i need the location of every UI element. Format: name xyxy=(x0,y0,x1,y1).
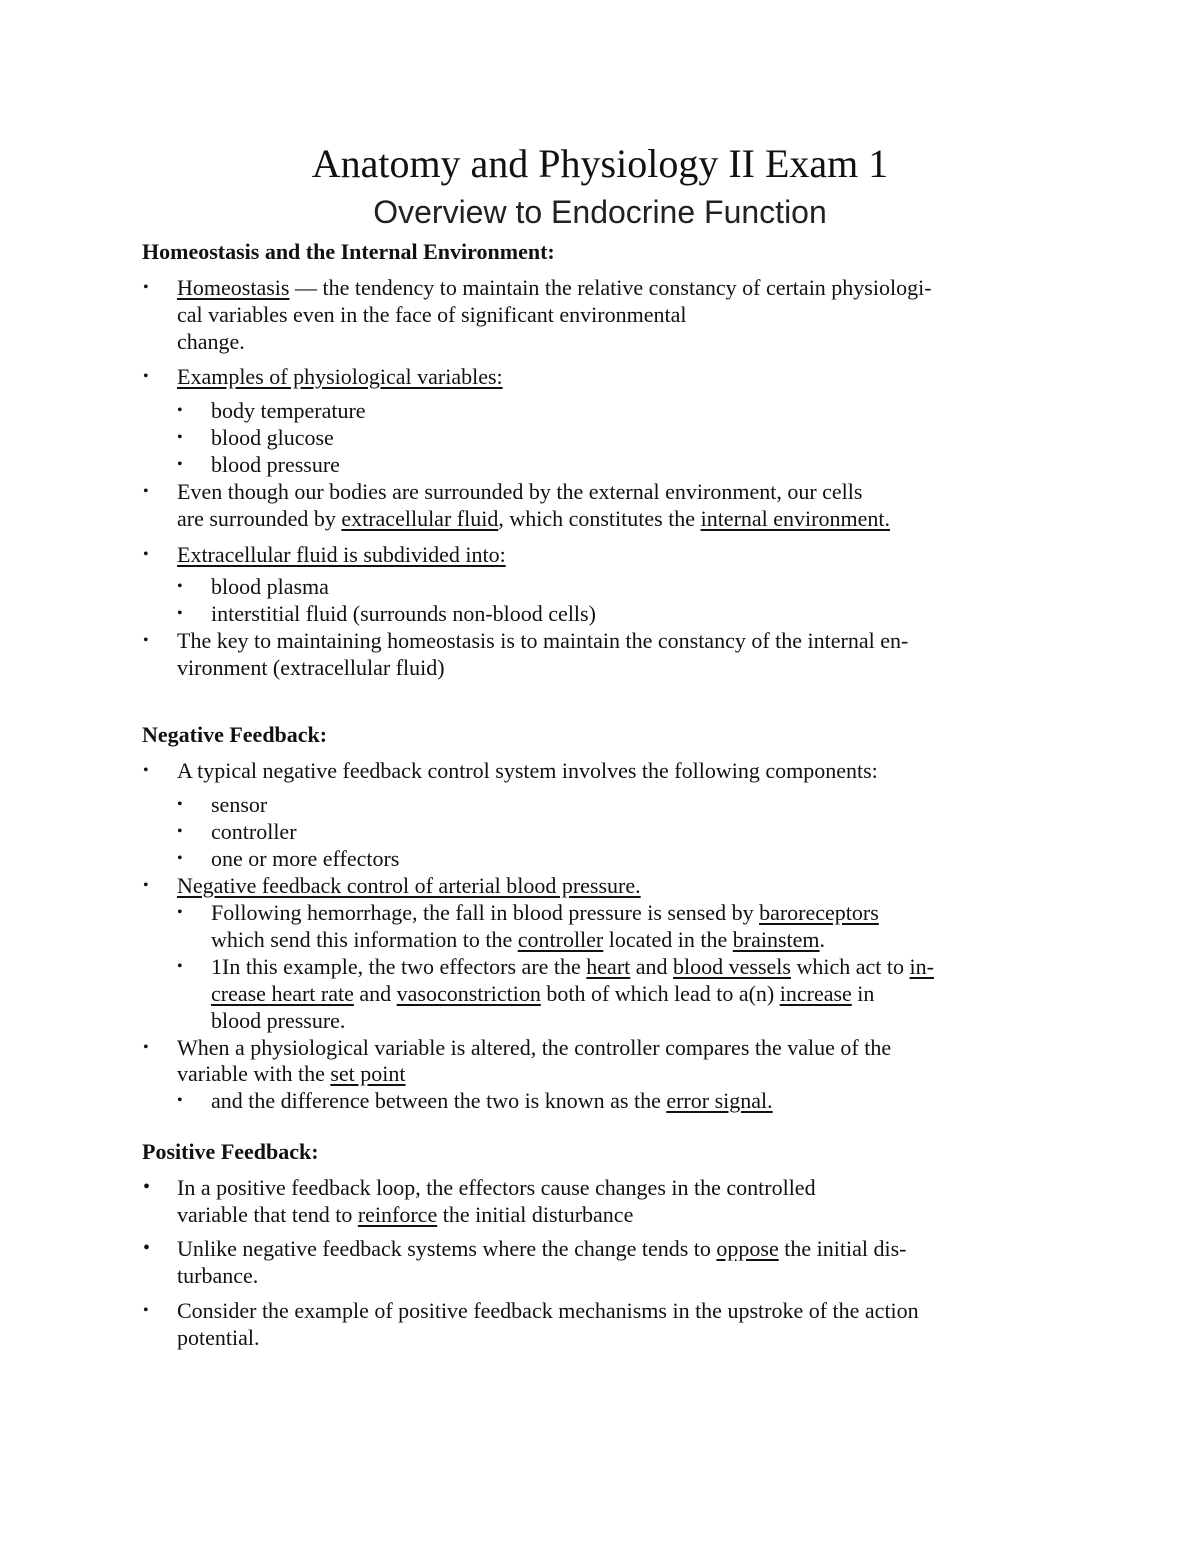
consider-line-1: Consider the example of positive feedback mechanisms in the upstroke of the action xyxy=(177,1298,919,1323)
list-item: blood glucose xyxy=(211,425,334,450)
term-reinforce: reinforce xyxy=(357,1202,438,1227)
page-title: Anatomy and Physiology II Exam 1 xyxy=(311,141,889,186)
consider-line-2: potential. xyxy=(177,1325,260,1350)
error-signal-line: and the difference between the two is known as the error signal. xyxy=(211,1088,773,1113)
effectors-line-3: blood pressure. xyxy=(211,1008,346,1033)
term-vasoconstriction: vasoconstriction xyxy=(396,981,541,1006)
bullet-icon: • xyxy=(177,605,183,622)
bullet-icon: • xyxy=(177,402,183,419)
bullet-icon: • xyxy=(177,823,183,840)
section-heading-homeostasis: Homeostasis and the Internal Environment: xyxy=(142,239,555,264)
term-controller: controller xyxy=(517,927,604,952)
hemorrhage-line-1: Following hemorrhage, the fall in blood pressure is sensed by baroreceptors xyxy=(211,900,879,925)
bp-heading: Negative feedback control of arterial blood pressure. xyxy=(177,873,641,898)
list-item: blood pressure xyxy=(211,452,340,477)
bullet-icon: • xyxy=(143,483,149,500)
list-item: one or more effectors xyxy=(211,846,400,871)
bullet-icon: • xyxy=(143,279,149,296)
list-item: sensor xyxy=(211,792,268,817)
section-heading-negative-feedback: Negative Feedback: xyxy=(142,722,328,747)
ecf-line-1: Even though our bodies are surrounded by the external environment, our cells xyxy=(177,479,863,504)
section-heading-positive-feedback: Positive Feedback: xyxy=(142,1139,319,1164)
term-increase-heart-rate: crease heart rate xyxy=(211,981,354,1006)
bullet-icon: • xyxy=(177,1092,183,1109)
bullet-icon: • xyxy=(177,850,183,867)
term-blood-vessels: blood vessels xyxy=(673,954,791,979)
bullet-icon: • xyxy=(143,632,149,649)
homeostasis-definition-line-3: change. xyxy=(177,329,245,354)
bullet-icon: • xyxy=(177,958,183,975)
term-set-point: set point xyxy=(330,1061,406,1086)
variable-line-1: When a physiological variable is altered, the controller compares the value of the xyxy=(177,1035,892,1060)
bullet-icon: • xyxy=(143,1302,149,1319)
bullet-icon: • xyxy=(177,904,183,921)
hemorrhage-line-2: which send this information to the controller located in the brainstem. xyxy=(211,927,826,952)
bullet-icon: • xyxy=(143,1176,151,1198)
term-baroreceptors: baroreceptors xyxy=(759,900,879,925)
term-error-signal: error signal. xyxy=(666,1088,773,1113)
bullet-icon: • xyxy=(177,578,183,595)
key-line-1: The key to maintaining homeostasis is to maintain the constancy of the internal en- xyxy=(177,628,909,653)
bullet-icon: • xyxy=(143,762,149,779)
term-internal-environment: internal environment. xyxy=(700,506,890,531)
term-homeostasis: Homeostasis xyxy=(177,275,290,300)
term-extracellular-fluid: extracellular fluid xyxy=(341,506,499,531)
loop-line-1: In a positive feedback loop, the effectors cause changes in the controlled xyxy=(177,1175,816,1200)
term-brainstem: brainstem xyxy=(732,927,820,952)
list-item: controller xyxy=(211,819,297,844)
list-item: blood plasma xyxy=(211,574,329,599)
variable-line-2: variable with the set point xyxy=(177,1061,406,1086)
page-subtitle: Overview to Endocrine Function xyxy=(373,194,827,230)
term-increase: increase xyxy=(779,981,852,1006)
unlike-line-1: Unlike negative feedback systems where the change tends to oppose the initial dis- xyxy=(177,1236,907,1261)
bullet-icon: • xyxy=(143,1237,151,1259)
bullet-icon: • xyxy=(177,796,183,813)
key-line-2: vironment (extracellular fluid) xyxy=(177,655,445,680)
subdivided-heading: Extracellular fluid is subdivided into: xyxy=(177,542,506,567)
components-intro: A typical negative feedback control system involves the following components: xyxy=(177,758,878,783)
bullet-icon: • xyxy=(177,429,183,446)
list-item: interstitial fluid (surrounds non-blood cells) xyxy=(211,601,596,626)
term-oppose: oppose xyxy=(716,1236,779,1261)
list-item: body temperature xyxy=(211,398,366,423)
examples-heading: Examples of physiological variables: xyxy=(177,364,503,389)
homeostasis-definition-line-2: cal variables even in the face of significant environmental xyxy=(177,302,687,327)
bullet-icon: • xyxy=(143,1039,149,1056)
effectors-line-2: crease heart rate and vasoconstriction both of which lead to a(n) increase in xyxy=(211,981,875,1006)
bullet-icon: • xyxy=(143,546,149,563)
ecf-line-2: are surrounded by extracellular fluid, which constitutes the internal environment. xyxy=(177,506,890,531)
bullet-icon: • xyxy=(143,368,149,385)
homeostasis-definition-line-1: Homeostasis — the tendency to maintain the relative constancy of certain physiologi- xyxy=(177,275,932,300)
bullet-icon: • xyxy=(143,877,149,894)
unlike-line-2: turbance. xyxy=(177,1263,259,1288)
term-heart: heart xyxy=(586,954,631,979)
effectors-line-1: 1In this example, the two effectors are the heart and blood vessels which act to in- xyxy=(211,954,934,979)
bullet-icon: • xyxy=(177,456,183,473)
loop-line-2: variable that tend to reinforce the initial disturbance xyxy=(177,1202,634,1227)
